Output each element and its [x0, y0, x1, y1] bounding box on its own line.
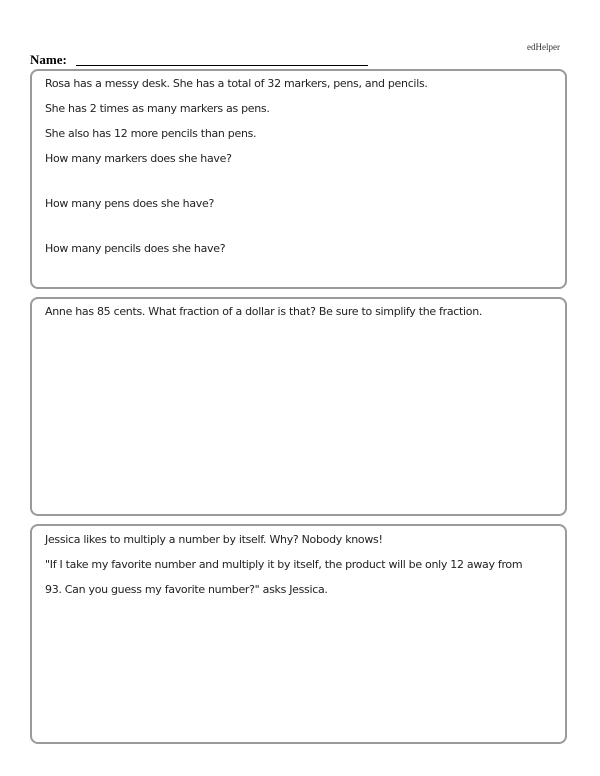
problem-box-1	[30, 69, 567, 289]
name-input-line[interactable]	[76, 65, 368, 66]
problem-3-line-2: "If I take my favorite number and multiply it by itself, the product will be only 12 away from	[45, 558, 523, 571]
problem-1-line-2: She has 2 times as many markers as pens.	[45, 102, 270, 115]
name-row	[30, 50, 368, 68]
problem-1-question-markers: How many markers does she have?	[45, 152, 232, 165]
problem-3-line-1: Jessica likes to multiply a number by itself. Why? Nobody knows!	[45, 533, 383, 546]
problem-3-line-3: 93. Can you guess my favorite number?" asks Jessica.	[45, 583, 328, 596]
problem-box-3	[30, 524, 567, 744]
name-label: Name:	[30, 52, 67, 67]
problem-box-2	[30, 297, 567, 516]
brand-label: edHelper	[527, 42, 560, 52]
problem-1-line-1: Rosa has a messy desk. She has a total of 32 markers, pens, and pencils.	[45, 77, 428, 90]
problem-1-line-3: She also has 12 more pencils than pens.	[45, 127, 257, 140]
problem-1-question-pens: How many pens does she have?	[45, 197, 214, 210]
problem-2-line-1: Anne has 85 cents. What fraction of a dollar is that? Be sure to simplify the fraction.	[45, 305, 483, 318]
problem-1-question-pencils: How many pencils does she have?	[45, 242, 226, 255]
